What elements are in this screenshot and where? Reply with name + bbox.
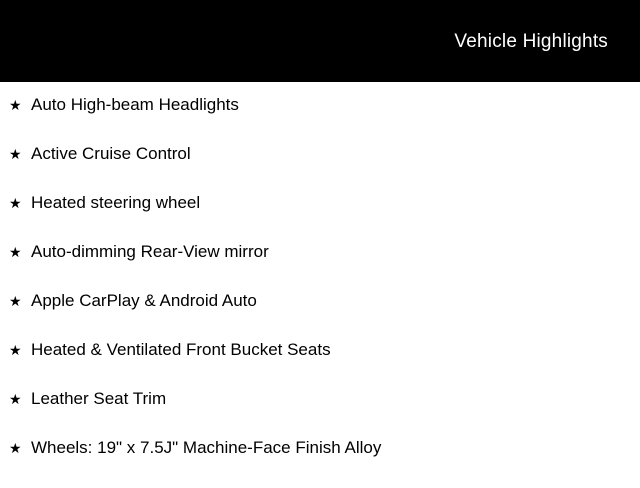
list-item: [0, 96, 640, 145]
star-bullet-icon: ★: [9, 293, 22, 309]
star-bullet-icon: ★: [9, 195, 22, 211]
star-bullet-icon: ★: [9, 440, 22, 456]
highlight-label: Heated & Ventilated Front Bucket Seats: [31, 340, 331, 359]
list-item: [0, 439, 640, 488]
list-item: [0, 145, 640, 194]
star-bullet-icon: ★: [9, 342, 22, 358]
highlight-label: Auto-dimming Rear-View mirror: [31, 242, 269, 261]
highlight-label: Heated steering wheel: [31, 193, 201, 212]
list-item: [0, 194, 640, 243]
list-item: [0, 390, 640, 439]
star-bullet-icon: ★: [9, 244, 22, 260]
page-title: Vehicle Highlights: [454, 30, 608, 52]
header-bar: [0, 0, 640, 82]
highlight-label: Leather Seat Trim: [31, 389, 167, 408]
highlight-label: Wheels: 19" x 7.5J" Machine-Face Finish Alloy: [31, 438, 382, 457]
highlight-label: Active Cruise Control: [31, 144, 191, 163]
vehicle-highlights-list: [0, 82, 640, 488]
highlight-label: Apple CarPlay & Android Auto: [31, 291, 257, 310]
list-item: [0, 341, 640, 390]
list-item: [0, 243, 640, 292]
star-bullet-icon: ★: [9, 97, 22, 113]
star-bullet-icon: ★: [9, 391, 22, 407]
highlight-label: Auto High-beam Headlights: [31, 95, 239, 114]
star-bullet-icon: ★: [9, 146, 22, 162]
list-item: [0, 292, 640, 341]
